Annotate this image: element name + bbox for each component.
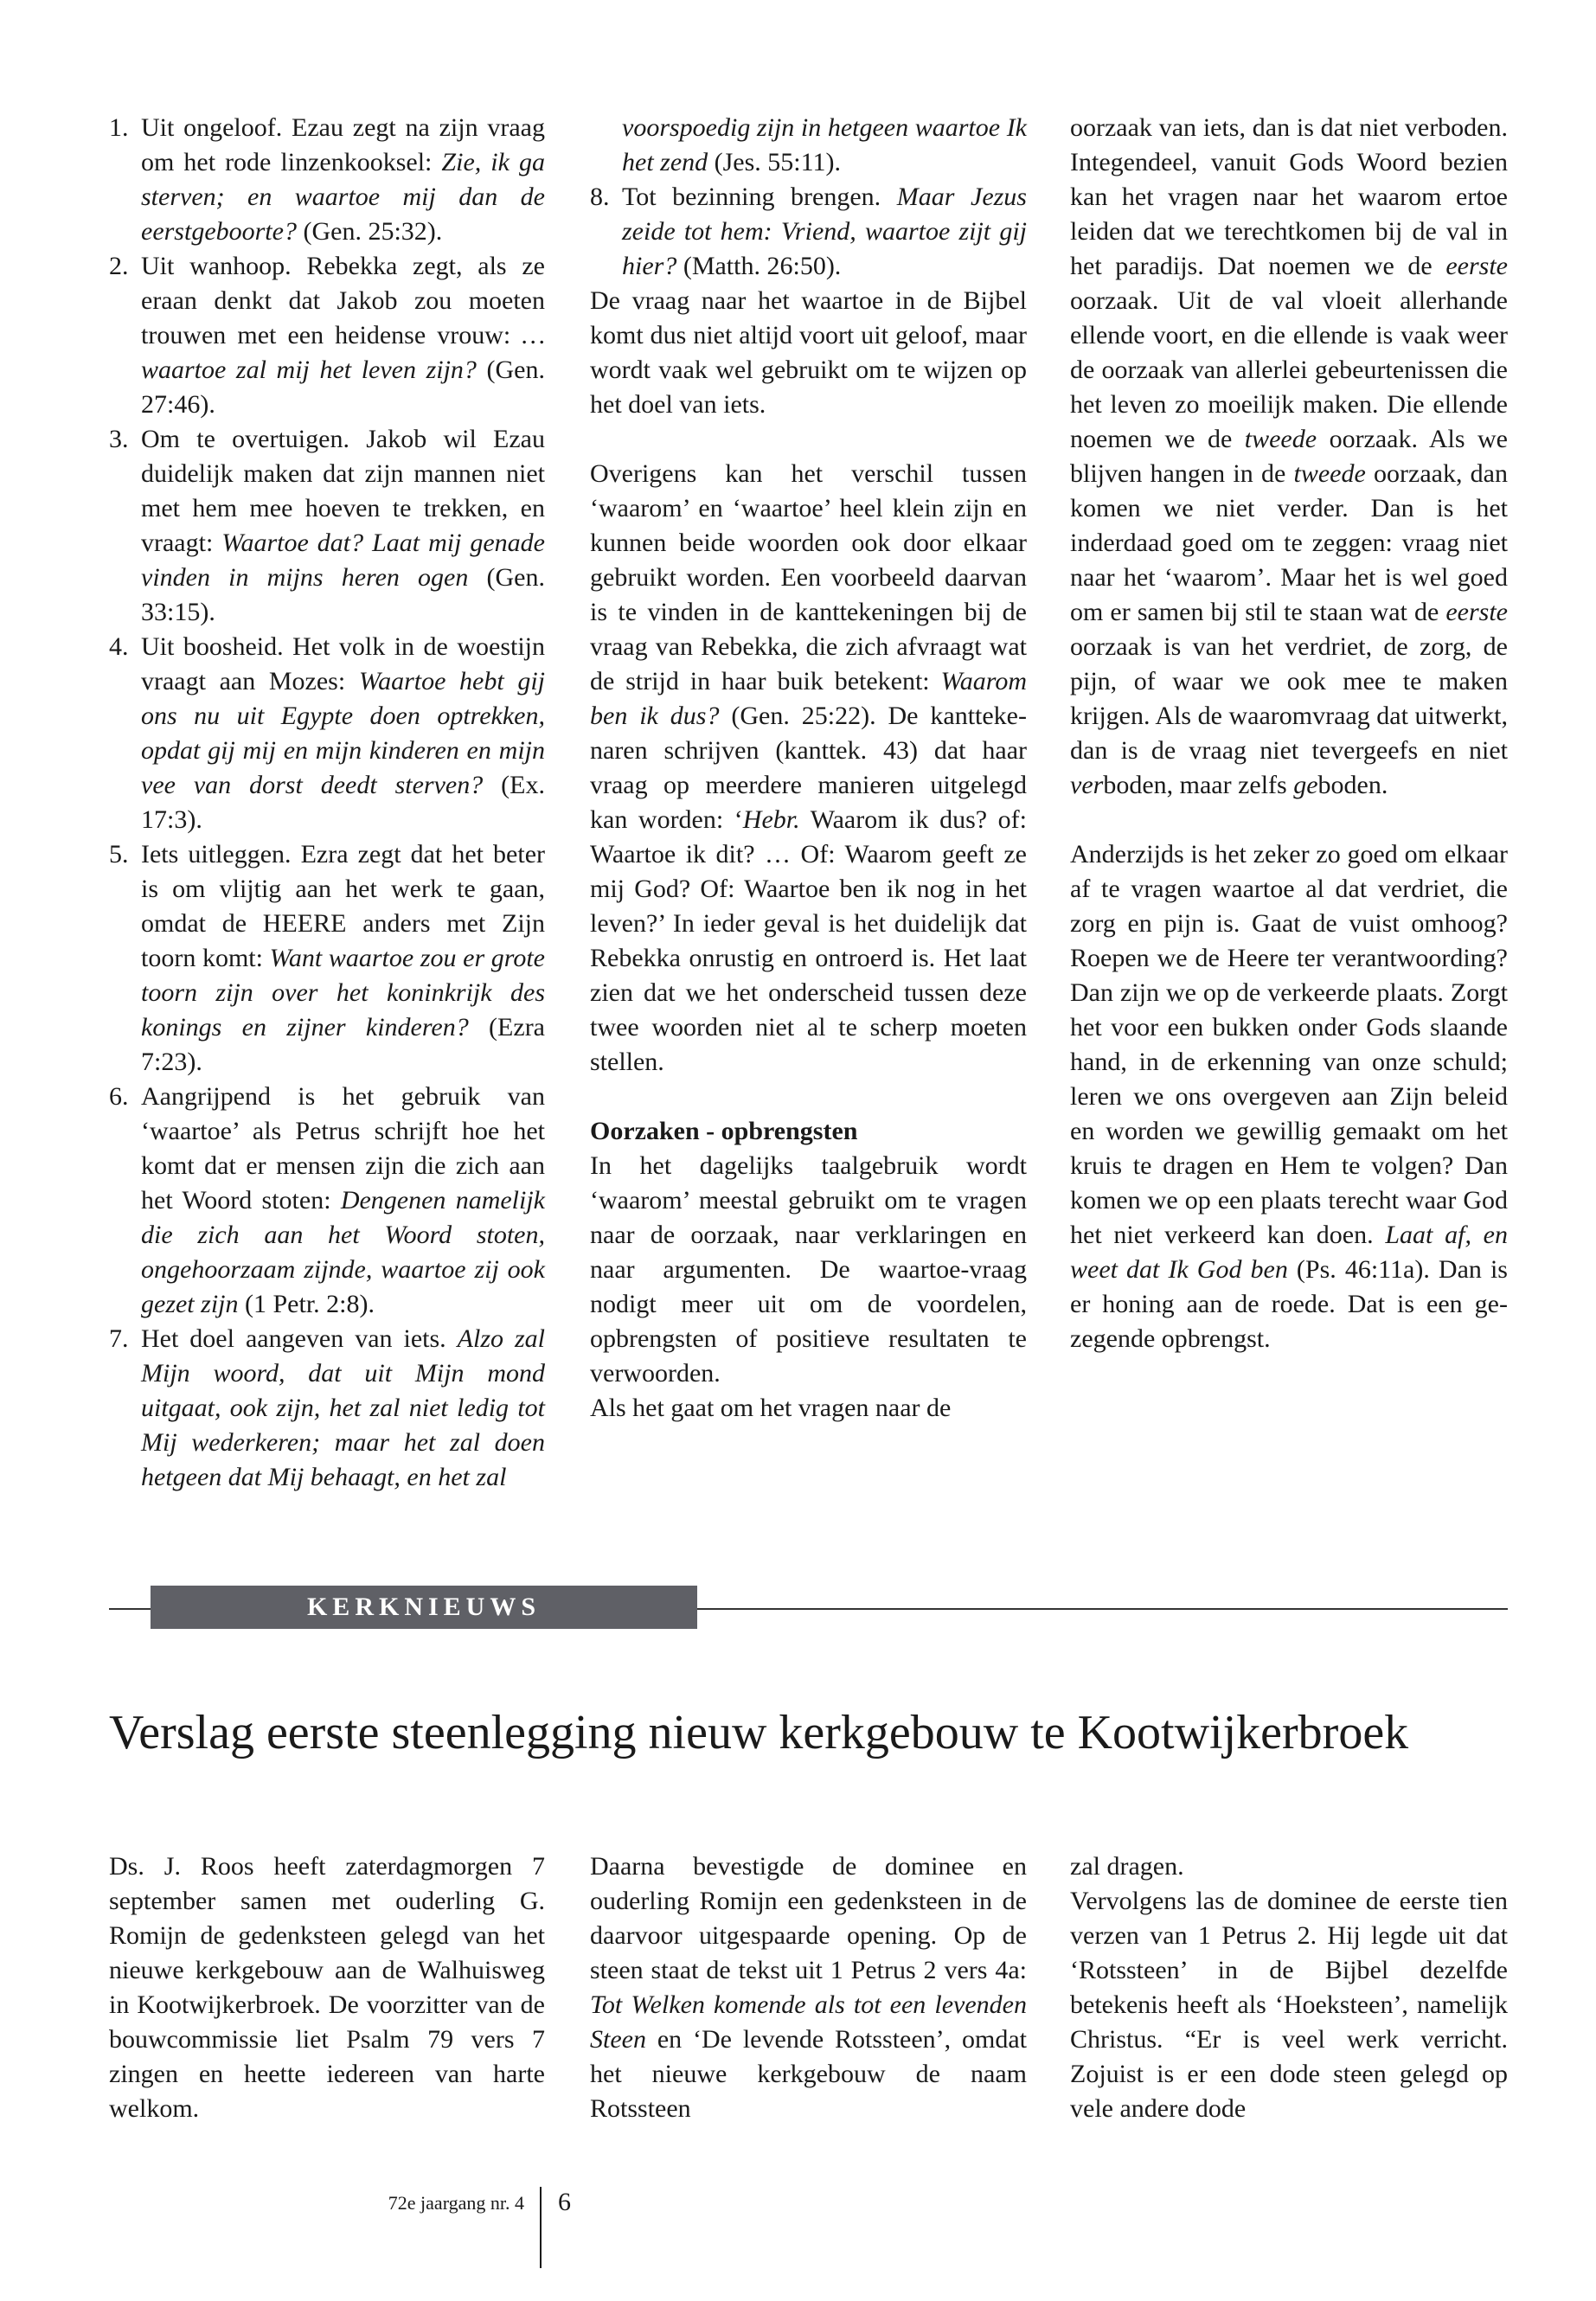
news-column-3 <box>1070 1849 1508 2126</box>
list-item: 5. Iets uitleggen. Ezra zegt dat het beter is om vlijtig aan het werk te gaan, omdat de HEERE anders met Zijn toorn komt: Want waartoe zou er grote toorn zijn over het koninkrijk des konings en zijner kinderen? (Ezra 7:23). <box>109 840 545 1076</box>
paragraph: In het dagelijks taalgebruik wordt ‘waarom’ meestal gebruikt om te vragen naar de oorzaak, naar verklaringen en naar argumenten. De waartoe-vraag nodigt meer uit om de voordelen, opbrengsten of positieve resultaten te verwoorden. <box>590 1151 1027 1388</box>
paragraph: Anderzijds is het zeker zo goed om elkaar af te vragen waartoe al dat verdriet, die zorg en pijn is. Gaat de vuist omhoog? Roepen we de Heere ter verantwoording? Dan zijn we op de verkeerde plaats. Zorgt het voor een bukken onder Gods slaande hand, in de erkenning van onze schuld; leren we ons overgeven aan Zijn beleid en worden we gewillig gemaakt om het kruis te dragen en Hem te volgen? Dan komen we op een plaats terecht waar God het niet verkeerd kan doen. Laat af, en weet dat Ik God ben (Ps. 46:11a). Dan is er honing aan de roede. Dat is een gezegende opbrengst. <box>1070 840 1508 1353</box>
list-item: 8. Tot bezinning brengen. Maar Jezus zeide tot hem: Vriend, waartoe zijt gij hier? (Matth. 26:50). <box>590 183 1027 280</box>
paragraph: Ds. J. Roos heeft zaterdagmorgen 7 september samen met ouderling G. Romijn de gedenksteen gelegd van het nieuwe kerkgebouw aan de Walhuisweg in Kootwijkerbroek. De voorzitter van de bouwcommissie liet Psalm 79 vers 7 zingen en heette iedereen van harte welkom. <box>109 1852 545 2123</box>
list-item: 2. Uit wanhoop. Rebekka zegt, als ze eraan denkt dat Jakob zou moeten trouwen met een heidense vrouw: … waartoe zal mij het leven zijn? (Gen. 27:46). <box>109 252 545 419</box>
list-item: 7. Het doel aangeven van iets. Alzo zal Mijn woord, dat uit Mijn mond uitgaat, ook zijn, het zal niet ledig tot Mij wederkeren; maar het zal doen hetgeen dat Mij behaagt, en het zal <box>109 1324 545 1491</box>
page-number: 6 <box>558 2188 571 2216</box>
section-bar <box>109 1586 1508 1629</box>
paragraph: Daarna bevestigde de dominee en ouderling Romijn een gedenksteen in de daarvoor uitgespaarde opening. Op de steen staat de tekst uit 1 Petrus 2 vers 4a: Tot Welken komende als tot een levenden Steen en ‘De levende Rotssteen’, omdat het nieuwe kerkgebouw de naam Rotssteen <box>590 1852 1027 2123</box>
paragraph: Vervolgens las de dominee de eerste tien verzen van 1 Petrus 2. Hij legde uit dat ‘Rotssteen’ in de Bijbel dezelfde betekenis heeft als ‘Hoeksteen’, namelijk Christus. “Er is veel werk verricht. Zojuist is er een dode steen gelegd op vele andere dode <box>1070 1887 1508 2123</box>
waartoe-usage-list-continued <box>590 111 1027 284</box>
news-column-2 <box>590 1849 1027 2126</box>
journal-issue: 72e jaargang nr. 4 <box>388 2192 524 2214</box>
subheading: Oorzaken - opbrengsten <box>590 1117 858 1145</box>
footer-divider <box>540 2187 542 2268</box>
list-item: 1. Uit ongeloof. Ezau zegt na zijn vraag om het rode linzenkooksel: Zie, ik ga sterven; en waartoe mij dan de eerstgeboorte? (Gen. 25:32). <box>109 113 545 246</box>
article-headline: Verslag eerste steenlegging nieuw kerkgebouw te Kootwijkerbroek <box>109 1706 1409 1759</box>
paragraph: Als het gaat om het vragen naar de <box>590 1394 952 1422</box>
paragraph: Overigens kan het verschil tussen ‘waarom’ en ‘waartoe’ heel klein zijn en kunnen beide woorden ook door elkaar gebruikt worden. Een voorbeeld daarvan is te vinden in de kanttekeningen bij de vraag van Rebekka, die zich afvraagt wat de strijd in haar buik betekent: Waarom ben ik dus? (Gen. 25:22). De kanttekenaren schrijven (kanttek. 43) dat haar vraag op meerdere manieren uitgelegd kan worden: ‘Hebr. Waarom ik dus? of: Waartoe ik dit? … Of: Waarom geeft ze mij God? Of: Waartoe ben ik nog in het leven?’ In ieder geval is het duidelijk dat Rebekka onrustig en ontroerd is. Het laat zien dat we het onderscheid tussen deze twee woorden niet al te scherp moeten stellen. <box>590 459 1027 1076</box>
waartoe-usage-list <box>109 111 545 1495</box>
list-item: 3. Om te overtuigen. Jakob wil Ezau duidelijk maken dat zijn mannen niet met hem mee hoeven te trekken, en vraagt: Waartoe dat? Laat mij genade vinden in mijns heren ogen (Gen. 33:15). <box>109 425 545 626</box>
list-item: voorspoedig zijn in hetgeen waartoe Ik het zend (Jes. 55:11). <box>622 113 1027 176</box>
news-column-1 <box>109 1849 545 2126</box>
list-item: 6. Aangrijpend is het gebruik van ‘waartoe’ als Petrus schrijft hoe het komt dat er mensen zijn die zich aan het Woord stoten: Dengenen namelijk die zich aan het Woord stoten, ongehoorzaam zijnde, waartoe zij ook gezet zijn (1 Petr. 2:8). <box>109 1082 545 1318</box>
paragraph: De vraag naar het waartoe in de Bijbel komt dus niet altijd voort uit geloof, maar wordt vaak wel gebruikt om te wijzen op het doel van iets. <box>590 286 1027 419</box>
article-column-1 <box>109 111 545 1495</box>
section-label: KERKNIEUWS <box>151 1586 697 1629</box>
article-column-2 <box>590 111 1027 1426</box>
list-item: 4. Uit boosheid. Het volk in de woestijn vraagt aan Mozes: Waartoe hebt gij ons nu uit Egypte doen optrekken, opdat gij mij en mijn kinderen en mijn vee van dorst deedt sterven? (Ex. 17:3). <box>109 632 545 834</box>
article-column-3 <box>1070 111 1508 1356</box>
paragraph: zal dragen. <box>1070 1852 1184 1881</box>
paragraph: oorzaak van iets, dan is dat niet verboden. Integendeel, vanuit Gods Woord bezien kan het vragen naar het waarom ertoe leiden dat we terechtkomen bij de val in het paradijs. Dat noemen we de eerste oorzaak. Uit de val vloeit allerhande ellende voort, en die ellende is vaak weer de oorzaak van allerlei gebeurtenissen die het leven zo moeilijk maken. Die ellende noemen we de tweede oorzaak. Als we blijven hangen in de tweede oorzaak, dan komen we niet verder. Dan is het inderdaad goed om te zeggen: vraag niet naar het ‘waarom’. Maar het is wel goed om er samen bij stil te staan wat de eerste oorzaak is van het verdriet, de zorg, de pijn, of waar we ook mee te maken krijgen. Als de waaromvraag dat uitwerkt, dan is de vraag niet tevergeefs en niet verboden, maar zelfs geboden. <box>1070 113 1508 799</box>
